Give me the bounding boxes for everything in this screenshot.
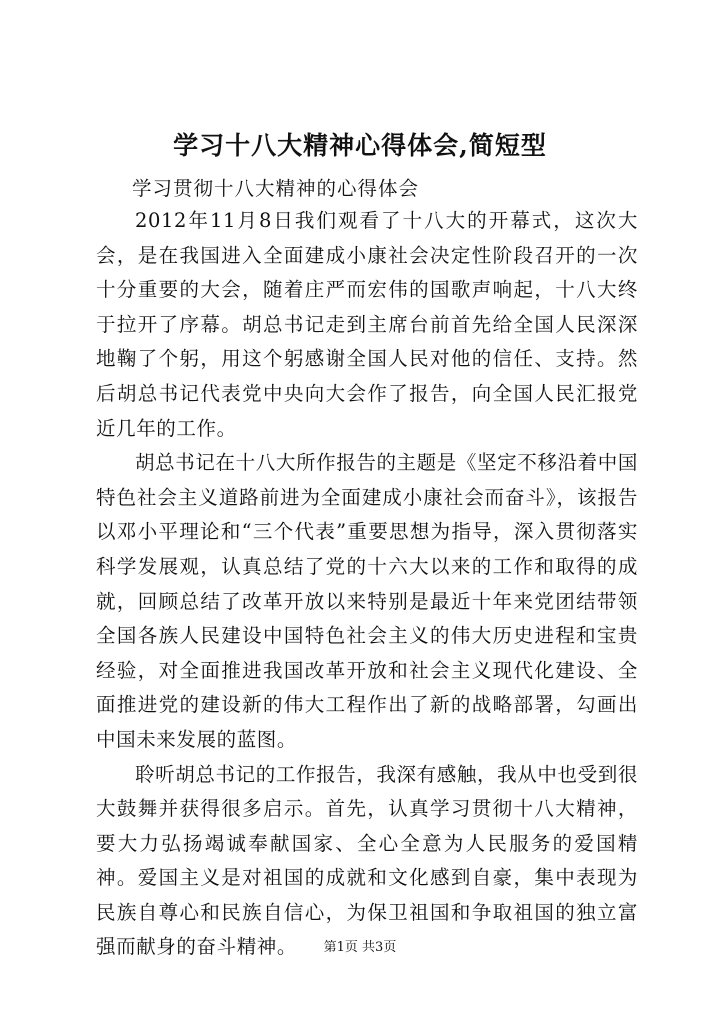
document-body xyxy=(96,204,638,965)
document-title: 学习十八大精神心得体会,简短型 xyxy=(173,131,547,160)
page-footer: 第1页 共3页 xyxy=(323,940,397,955)
paragraph-2: 胡总书记在十八大所作报告的主题是《坚定不移沿着中国特色社会主义道路前进为全面建成小康社会而奋斗》，该报告以邓小平理论和“三个代表”重要思想为指导，深入贯彻落实科学发展观，认真总结了党的十六大以来的工作和取得的成就，回顾总结了改革开放以来特别是最近十年来党团结带领全国各族人民建设中国特色社会主义的伟大历史进程和宝贵经验，对全面推进我国改革开放和社会主义现代化建设、全面推进党的建设新的伟大工程作出了新的战略部署，勾画出中国未来发展的蓝图。 xyxy=(96,451,638,751)
paragraph-3: 聆听胡总书记的工作报告，我深有感触，我从中也受到很大鼓舞并获得很多启示。首先，认真学习贯彻十八大精神，要大力弘扬竭诚奉献国家、全心全意为人民服务的爱国精神。爱国主义是对祖国的成就和文化感到自豪，集中表现为民族自尊心和民族自信心，为保卫祖国和争取祖国的独立富强而献身的奋斗精神。 xyxy=(96,762,638,959)
document-subtitle: 学习贯彻十八大精神的心得体会 xyxy=(132,177,420,200)
paragraph-1: 2012年11月8日我们观看了十八大的开幕式，这次大会，是在我国进入全面建成小康社会决定性阶段召开的一次十分重要的大会，随着庄严而宏伟的国歌声响起，十八大终于拉开了序幕。胡总书记走到主席台前首先给全国人民深深地鞠了个躬，用这个躬感谢全国人民对他的信任、支持。然后胡总书记代表党中央向大会作了报告，向全国人民汇报党近几年的工作。 xyxy=(96,209,638,440)
